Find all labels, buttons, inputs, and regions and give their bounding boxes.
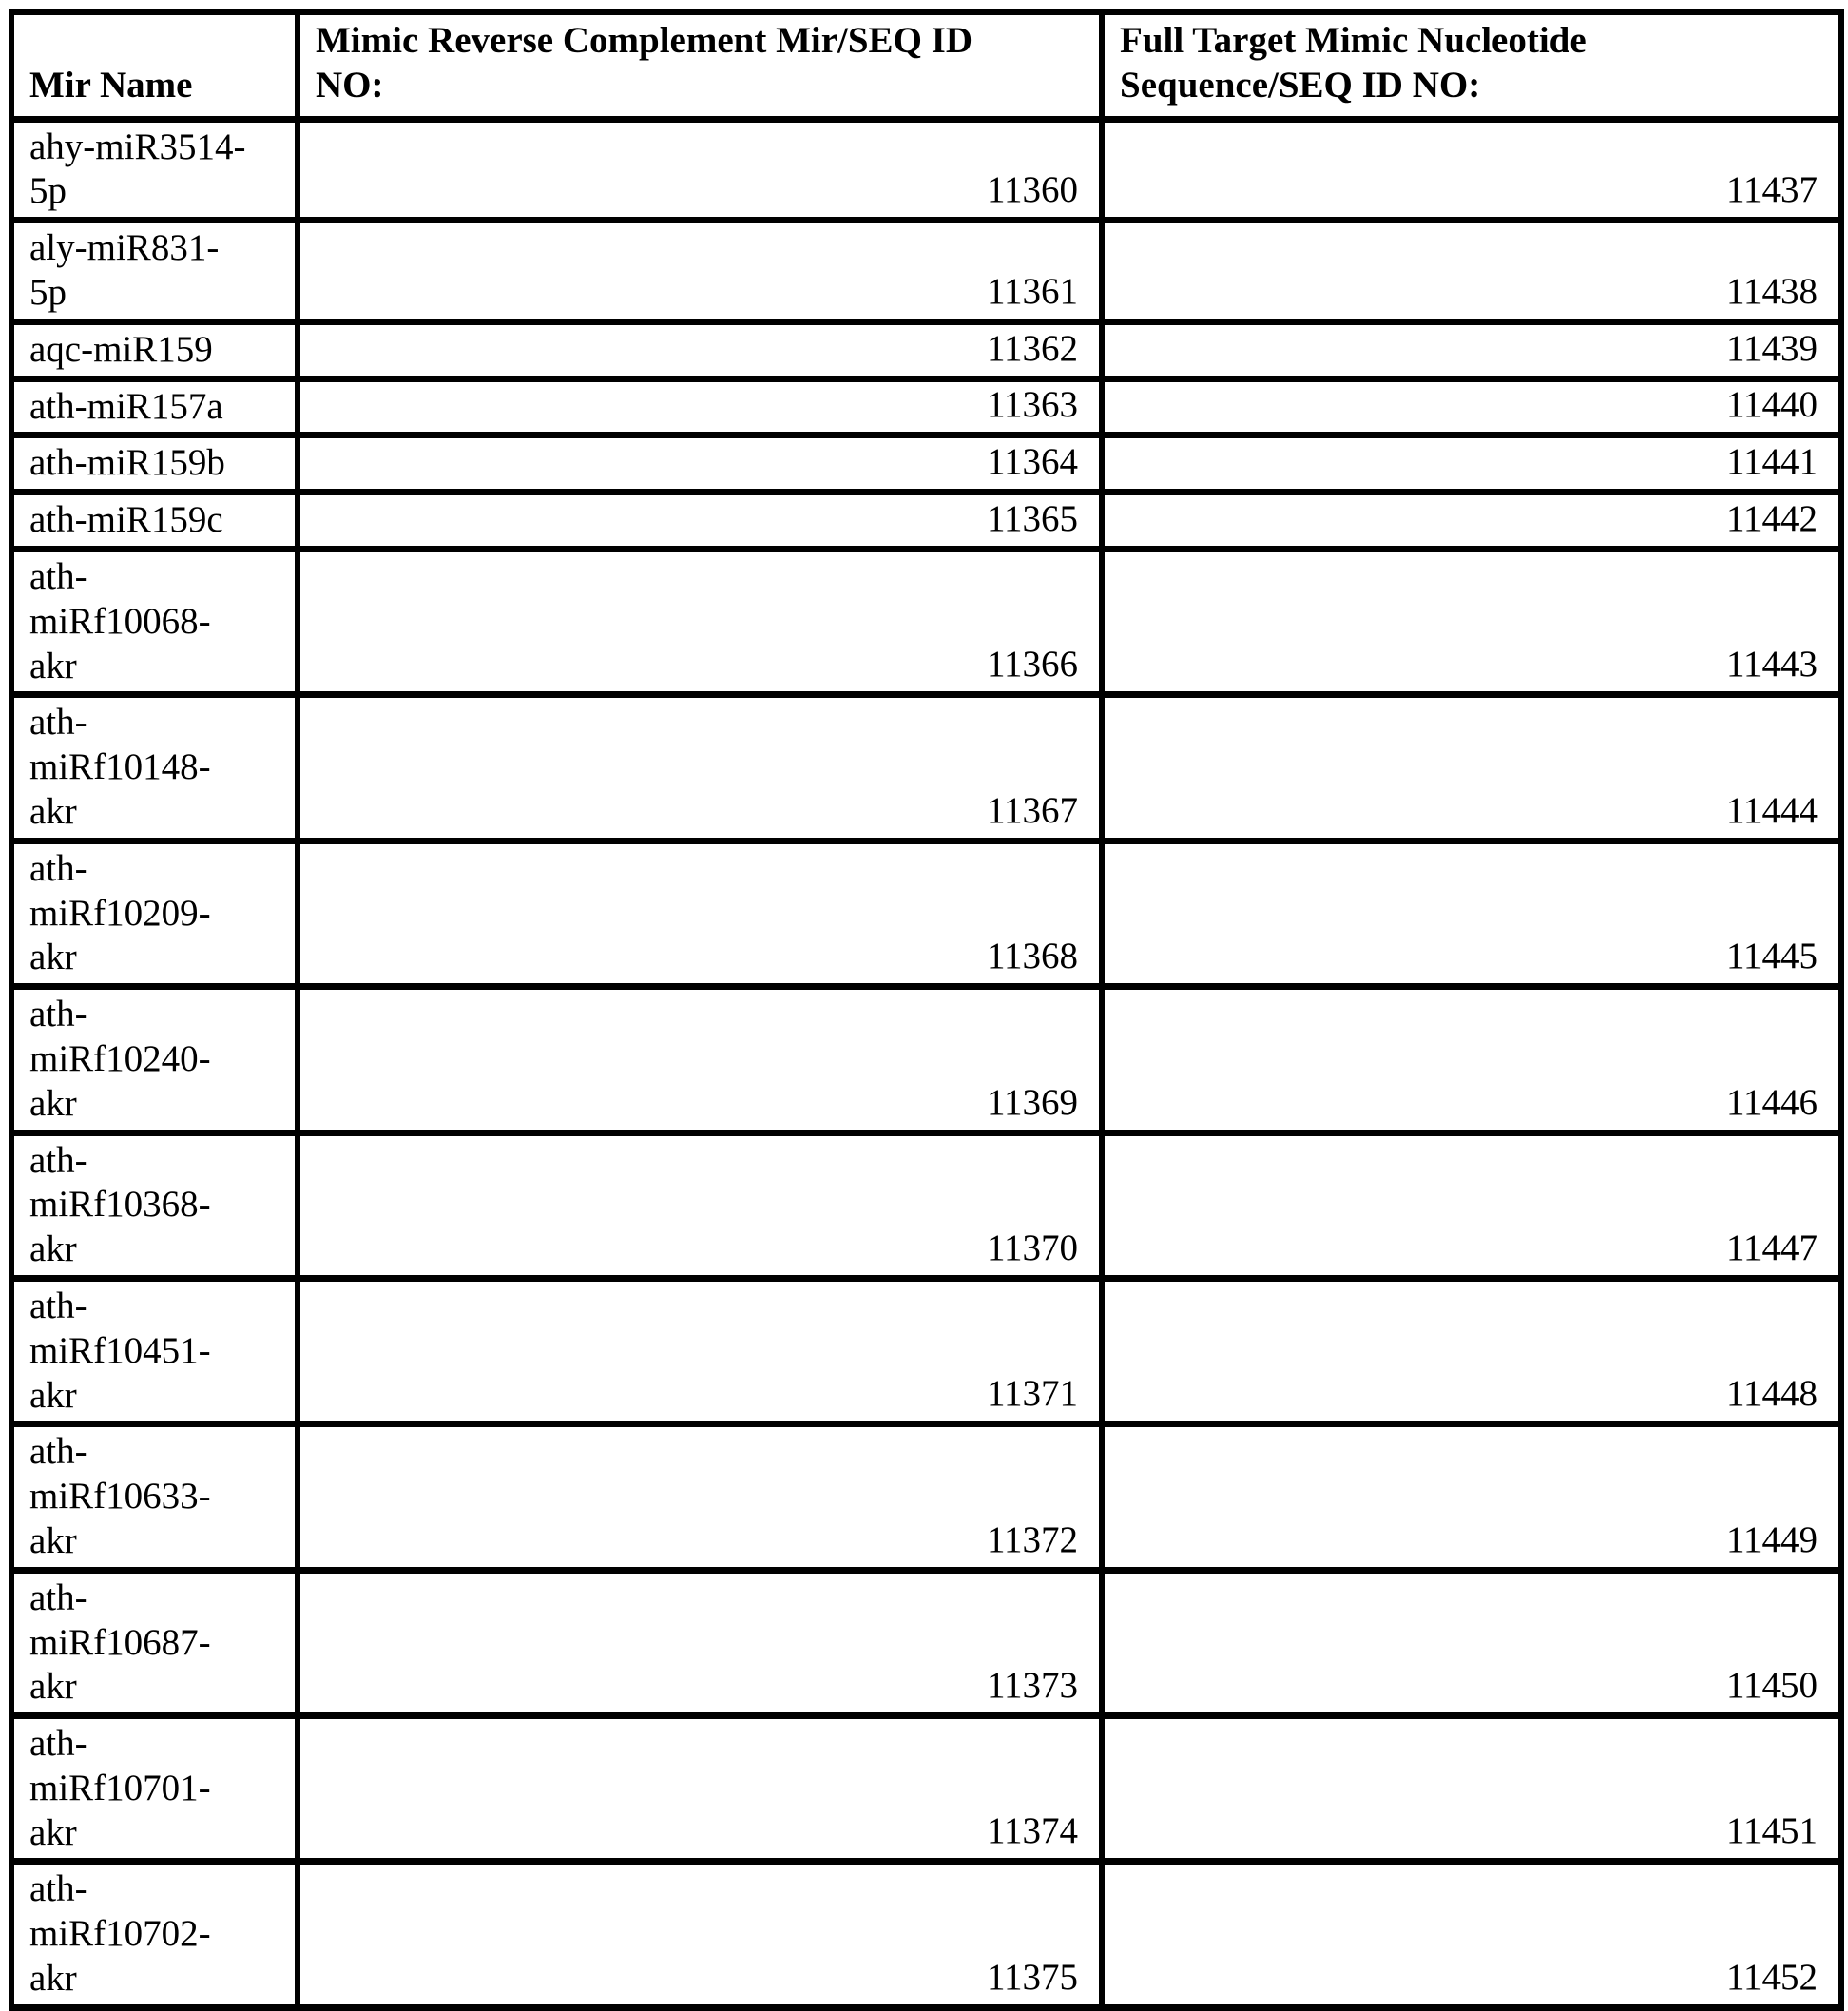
target-seq-id-cell: 11449 [1102,1424,1841,1570]
table-row [11,841,1841,986]
mimic-seq-id-cell: 11366 [298,549,1102,694]
mimic-seq-id-cell: 11360 [298,119,1102,221]
mir-name-cell: ath- miRf10687- akr [11,1570,298,1715]
mimic-seq-id-cell: 11362 [298,321,1102,378]
target-seq-id-cell: 11442 [1102,493,1841,550]
mir-name-cell: ath- miRf10701- akr [11,1716,298,1862]
col-header-mimic-seq-id: Mimic Reverse Complement Mir/SEQ ID NO: [298,12,1102,120]
target-seq-id-cell: 11443 [1102,549,1841,694]
table-row [11,435,1841,493]
target-seq-id-cell: 11437 [1102,119,1841,221]
table-row [11,549,1841,694]
table-row [11,378,1841,435]
mimic-seq-id-cell: 11365 [298,493,1102,550]
mimic-seq-id-cell: 11370 [298,1132,1102,1278]
target-seq-id-cell: 11448 [1102,1278,1841,1423]
table-row [11,987,1841,1132]
table-row [11,493,1841,550]
mimic-seq-id-cell: 11367 [298,695,1102,841]
mimic-seq-id-cell: 11369 [298,987,1102,1132]
table-row [11,1278,1841,1423]
target-seq-id-cell: 11440 [1102,378,1841,435]
table-row [11,119,1841,221]
mimic-seq-id-cell: 11363 [298,378,1102,435]
table-row [11,1424,1841,1570]
table-row [11,1570,1841,1715]
mir-name-cell: ath-miR157a [11,378,298,435]
mimic-seq-id-cell: 11368 [298,841,1102,986]
mimic-seq-id-cell: 11373 [298,1570,1102,1715]
table-row [11,1716,1841,1862]
table-row [11,321,1841,378]
target-seq-id-cell: 11451 [1102,1716,1841,1862]
mimic-seq-id-cell: 11374 [298,1716,1102,1862]
mir-name-cell: ath-miR159c [11,493,298,550]
col-header-mir-name: Mir Name [11,12,298,120]
target-seq-id-cell: 11447 [1102,1132,1841,1278]
mimic-seq-id-cell: 11372 [298,1424,1102,1570]
sequence-id-table [9,9,1844,2011]
table-row [11,221,1841,322]
mir-name-cell: ahy-miR3514- 5p [11,119,298,221]
target-seq-id-cell: 11438 [1102,221,1841,322]
mimic-seq-id-cell: 11361 [298,221,1102,322]
target-seq-id-cell: 11450 [1102,1570,1841,1715]
col-header-target-seq-id: Full Target Mimic Nucleotide Sequence/SEQ ID NO: [1102,12,1841,120]
header-row [11,12,1841,120]
target-seq-id-cell: 11452 [1102,1862,1841,2007]
mir-name-cell: ath- miRf10633- akr [11,1424,298,1570]
mir-name-cell: ath- miRf10368- akr [11,1132,298,1278]
table-row [11,1862,1841,2007]
mir-name-cell: aly-miR831- 5p [11,221,298,322]
mir-name-cell: ath- miRf10148- akr [11,695,298,841]
target-seq-id-cell: 11446 [1102,987,1841,1132]
mir-name-cell: aqc-miR159 [11,321,298,378]
mir-name-cell: ath-miR159b [11,435,298,493]
table-row [11,1132,1841,1278]
target-seq-id-cell: 11439 [1102,321,1841,378]
table-row [11,695,1841,841]
mimic-seq-id-cell: 11371 [298,1278,1102,1423]
mir-name-cell: ath- miRf10209- akr [11,841,298,986]
target-seq-id-cell: 11445 [1102,841,1841,986]
mir-name-cell: ath- miRf10240- akr [11,987,298,1132]
mir-name-cell: ath- miRf10702- akr [11,1862,298,2007]
mimic-seq-id-cell: 11375 [298,1862,1102,2007]
mir-name-cell: ath- miRf10068- akr [11,549,298,694]
mir-name-cell: ath- miRf10451- akr [11,1278,298,1423]
target-seq-id-cell: 11441 [1102,435,1841,493]
target-seq-id-cell: 11444 [1102,695,1841,841]
mimic-seq-id-cell: 11364 [298,435,1102,493]
